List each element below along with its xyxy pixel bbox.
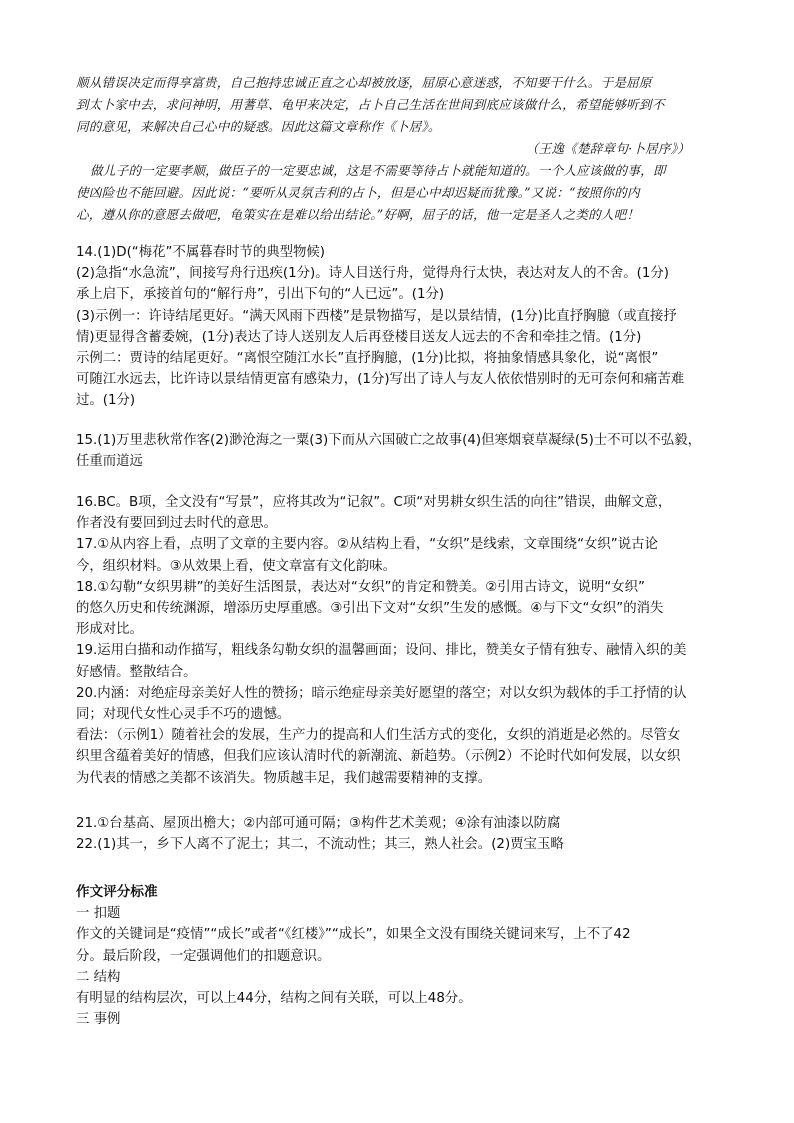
section-heading: 一 扣题 bbox=[76, 906, 121, 922]
answer-line: 情)更显得含蓄委婉，(1分)表达了诗人送别友人后再登楼目送友人远去的不舍和牵挂之情。(1分) bbox=[76, 329, 642, 345]
answer-14 bbox=[76, 242, 724, 412]
translation-line: 同的意见，来解决自己心中的疑惑。因此这篇文章称作《卜居》。 bbox=[76, 119, 441, 134]
answer-line: 同；对现代女性心灵手不巧的遗憾。 bbox=[76, 707, 291, 723]
answer-line: 14.(1)D(“梅花”不属暮春时节的典型物候) bbox=[76, 245, 325, 260]
answer-line: 的悠久历史和传统渊源，增添历史厚重感。③引出下文对“女织”生发的感慨。④与下文“女织”的消失 bbox=[76, 601, 664, 617]
answer-line: 形成对比。 bbox=[76, 622, 143, 638]
answer-line: (2)急指“水急流”，间接写舟行迅疾(1分)。诗人目送行舟，觉得舟行太快，表达对友人的不舍。(1分) bbox=[76, 266, 670, 282]
answer-line: 任重而道远 bbox=[76, 454, 143, 470]
answer-line: 15.(1)万里悲秋常作客(2)渺沧海之一粟(3)下而从六国破亡之故事(4)但寒烟衰草凝绿(5)士不可以不弘毅， bbox=[76, 433, 701, 448]
answer-21-22 bbox=[76, 813, 724, 855]
answer-line: 织里含蕴着美好的情感，但我们应该认清时代的新潮流、新趋势。（示例2）不论时代如何发展，以女织 bbox=[76, 749, 681, 765]
answer-line: 可随江水远去，比许诗以景结情更富有感染力，(1分)写出了诗人与友人依依惜别时的无可奈何和痛苦难 bbox=[76, 372, 685, 388]
answer-15 bbox=[76, 430, 724, 472]
translation-line: 到太卜家中去，求问神明，用蓍草、龟甲来决定，占卜自己生活在世间到底应该做什么，希望能够听到不 bbox=[76, 97, 665, 112]
answer-16-20 bbox=[76, 492, 724, 789]
section-heading: 三 事例 bbox=[76, 1012, 121, 1028]
answer-line: 18.①勾勒“女织男耕”的美好生活图景，表达对“女织”的肯定和赞美。②引用古诗文，说明“女织” bbox=[76, 579, 645, 595]
essay-standards bbox=[76, 882, 724, 1030]
answer-line: 好感情。整散结合。 bbox=[76, 664, 197, 680]
translation-line: 使凶险也不能回避。因此说：“要听从灵氛吉利的占卜，但是心中却迟疑而犹豫。”又说：“按照你的内 bbox=[76, 185, 640, 200]
translation-block bbox=[76, 72, 724, 226]
translation-line: 顺从错误决定而得享富贵，自己抱持忠诚正直之心却被放逐，屈原心意迷惑，不知要干什么。于是屈原 bbox=[76, 75, 652, 90]
answer-line: 示例二：贾诗的结尾更好。“离恨空随江水长”直抒胸臆，(1分)比拟，将抽象情感具象化，说“离恨” bbox=[76, 351, 659, 367]
section-body: 作文的关键词是“疫情”“成长”或者“《红楼》”“成长”，如果全文没有围绕关键词来写，上不了42 bbox=[76, 927, 631, 943]
answer-line: 16.BC。B项，全文没有“写景”，应将其改为“记叙”。C项“对男耕女织生活的向往”错误，曲解文意， bbox=[76, 495, 672, 510]
translation-line: 心，遵从你的意愿去做吧，龟策实在是难以给出结论。”好啊，屈子的话，他一定是圣人之类的人吧！ bbox=[76, 207, 640, 222]
section-heading: 二 结构 bbox=[76, 969, 121, 985]
answer-line: 过。(1分) bbox=[76, 393, 136, 409]
answer-line: 22.(1)其一，乡下人离不了泥土；其二，不流动性；其三，熟人社会。(2)贾宝玉略 bbox=[76, 837, 564, 853]
translation-line: 做儿子的一定要孝顺，做臣子的一定要忠诚，这是不需要等待占卜就能知道的。一个人应该做的事，即 bbox=[90, 163, 666, 178]
essay-title: 作文评分标准 bbox=[76, 884, 158, 900]
answer-line: 承上启下，承接首句的“解行舟”，引出下句的“人已远”。(1分) bbox=[76, 287, 445, 303]
answer-line: 为代表的情感之美都不该消失。物质越丰足，我们越需要精神的支撑。 bbox=[76, 770, 492, 786]
answer-line: 作者没有要回到过去时代的意思。 bbox=[76, 516, 277, 532]
answer-line: 17.①从内容上看，点明了文章的主要内容。②从结构上看，“女织”是线索，文章围绕“女织”说古论 bbox=[76, 537, 658, 553]
answer-line: 看法：（示例1）随着社会的发展，生产力的提高和人们生活方式的变化，女织的消逝是必然的。尽管女 bbox=[76, 728, 681, 744]
translation-source: （王逸《楚辞章句·卜居序》） bbox=[525, 141, 690, 156]
section-body: 分。最后阶段，一定强调他们的扣题意识。 bbox=[76, 948, 331, 964]
answer-line: (3)示例一：许诗结尾更好。“满天风雨下西楼”是景物描写，是以景结情，(1分)比直抒胸臆（或直接抒 bbox=[76, 308, 677, 324]
answer-line: 21.①台基高、屋顶出檐大；②内部可通可隔；③构件艺术美观；④涂有油漆以防腐 bbox=[76, 816, 561, 831]
section-body: 有明显的结构层次，可以上44分，结构之间有关联，可以上48分。 bbox=[76, 991, 472, 1007]
answer-line: 19.运用白描和动作描写，粗线条勾勒女织的温馨画面；设问、排比，赞美女子情有独专、融情入织的美 bbox=[76, 643, 687, 659]
answer-line: 今，组织材料。③从效果上看，使文章富有文化韵味。 bbox=[76, 558, 396, 574]
answer-line: 20.内涵：对绝症母亲美好人性的赞扬；暗示绝症母亲美好愿望的落空；对以女织为载体的手工抒情的认 bbox=[76, 685, 687, 701]
